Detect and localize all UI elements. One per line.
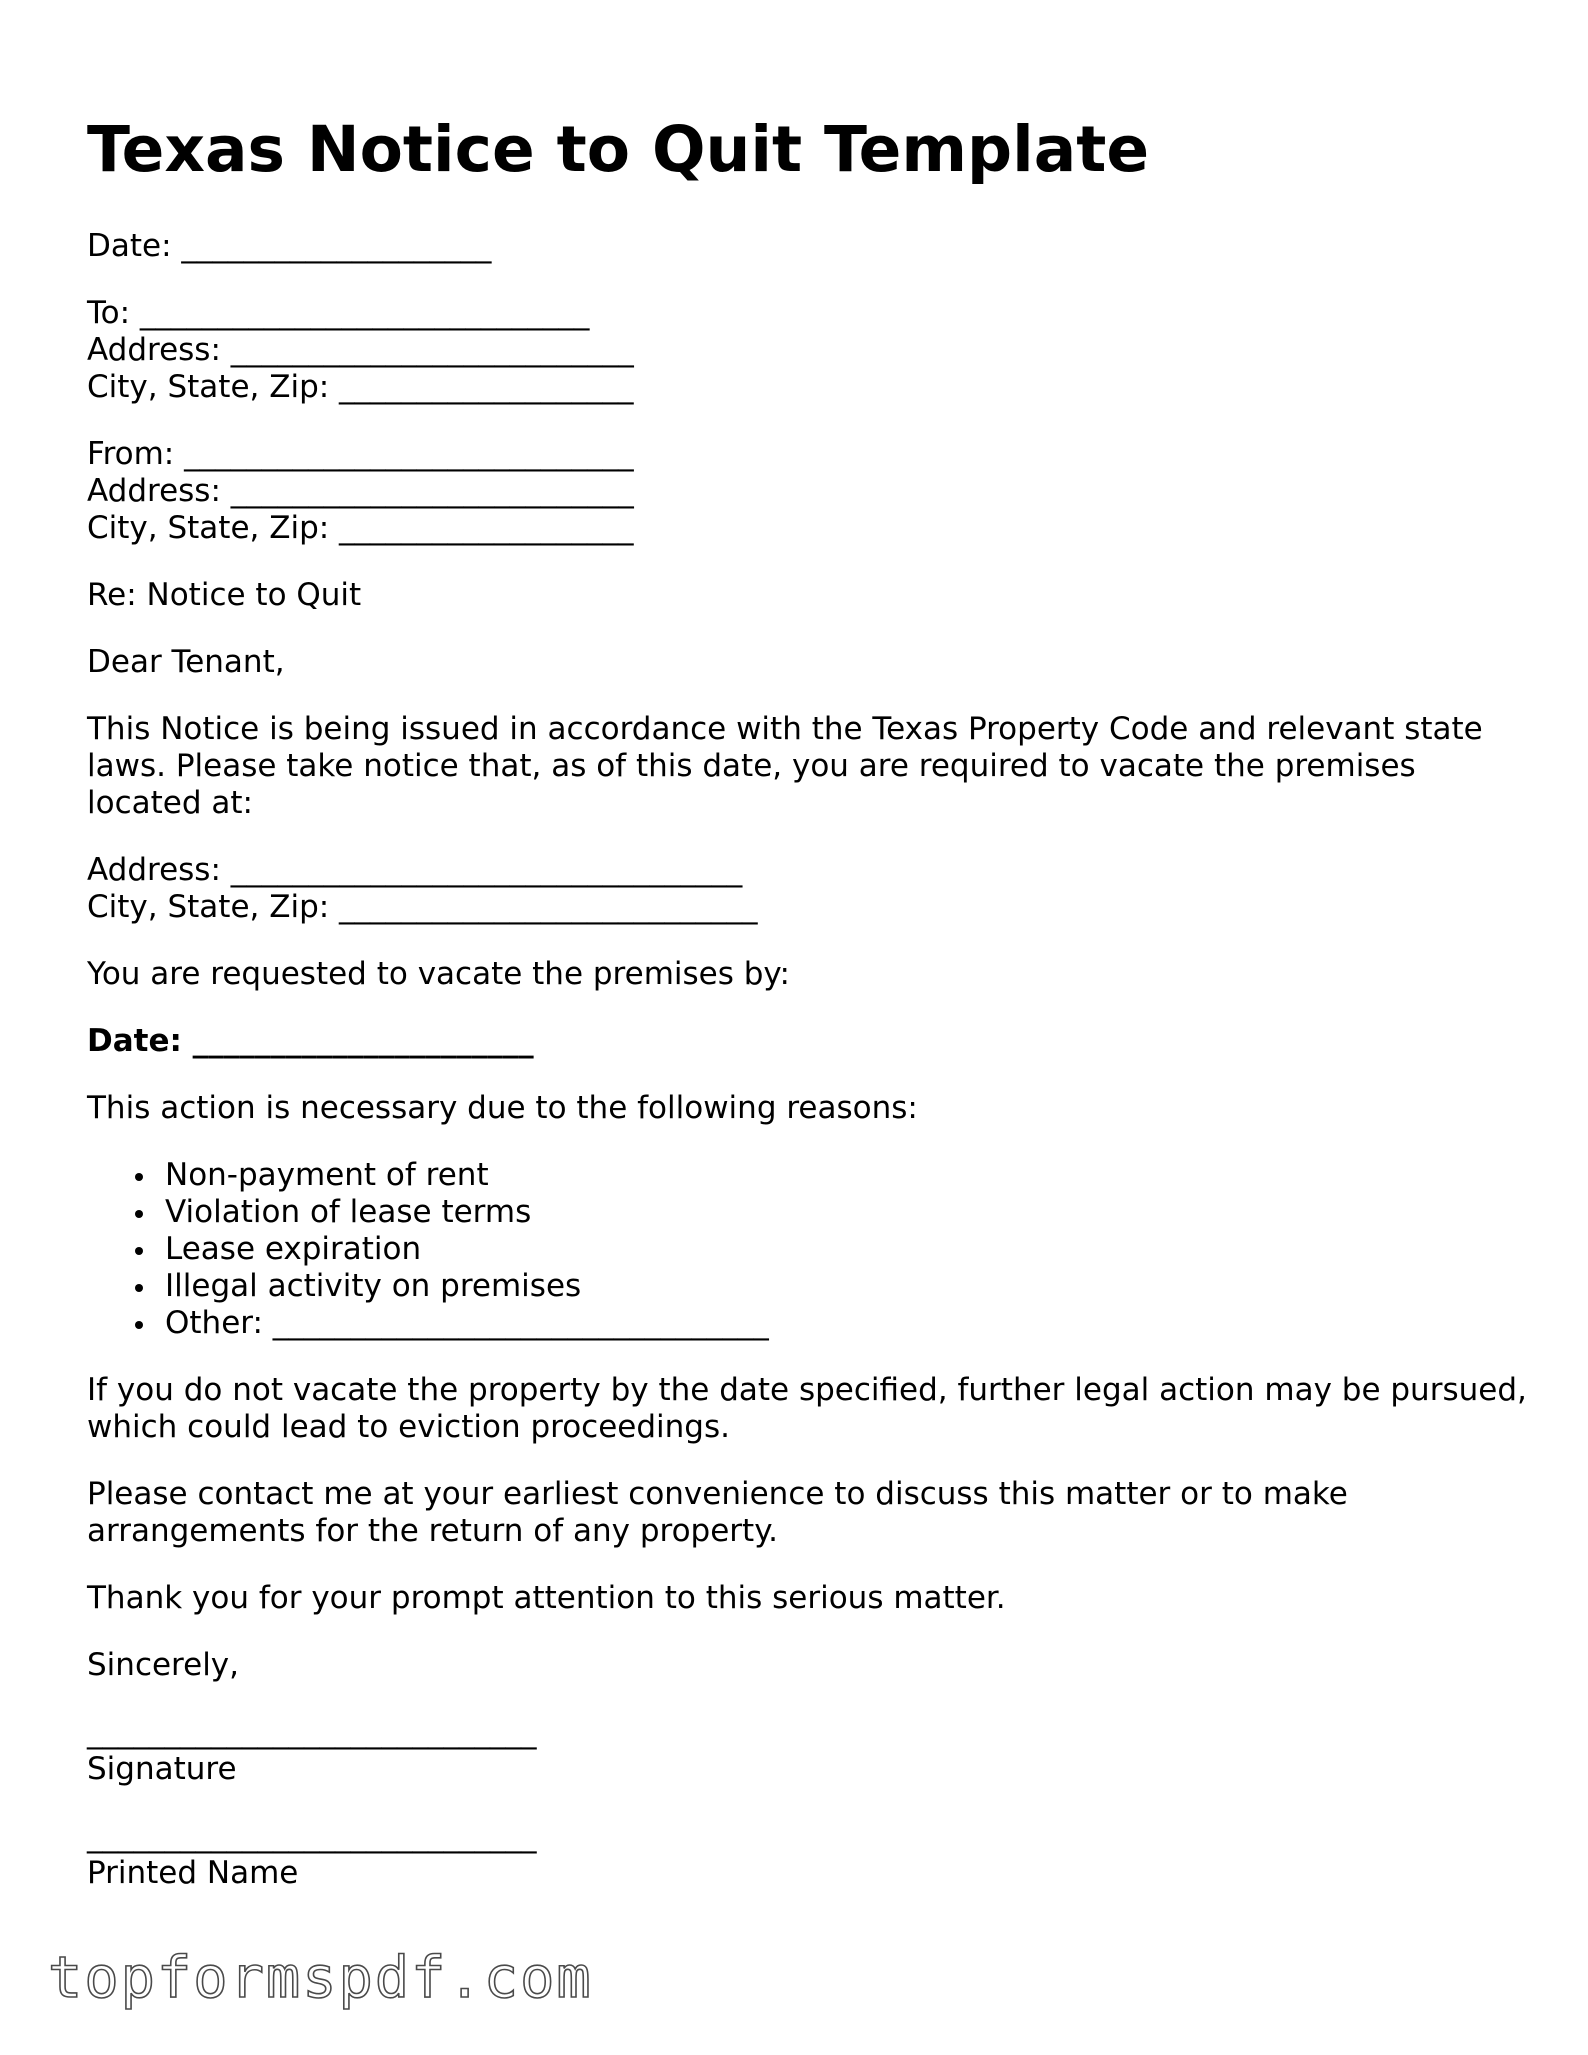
intro-paragraph: This Notice is being issued in accordance with the Texas Property Code and relevant state laws. Please take notice that, as of this date, you are required to vacate the premises located at: <box>87 711 1483 821</box>
thanks-block <box>87 1580 1006 1617</box>
signature-label: Signature <box>87 1751 237 1787</box>
salutation-block <box>87 644 285 681</box>
vacate-date-block <box>87 1023 534 1060</box>
premises-block <box>87 852 758 926</box>
sender-name-line: From: _____________________________ <box>87 436 634 472</box>
sender-address-line: Address: __________________________ <box>87 473 634 509</box>
contact-paragraph: Please contact me at your earliest convenience to discuss this matter or to make arrangements for the return of any property. <box>87 1476 1348 1549</box>
reason-item: Lease expiration <box>165 1231 769 1268</box>
date-line: Date: ____________________ <box>87 228 492 264</box>
premises-city-line: City, State, Zip: ___________________________ <box>87 889 758 925</box>
sender-city-line: City, State, Zip: ___________________ <box>87 510 634 546</box>
printed-name-block <box>87 1818 537 1892</box>
site-watermark: topformspdf.com <box>48 1945 593 2011</box>
vacate-request-block <box>87 956 790 993</box>
vacate-request: You are requested to vacate the premises by: <box>87 956 790 992</box>
subject-line <box>87 577 361 614</box>
closing: Sincerely, <box>87 1647 240 1683</box>
printed-name-label: Printed Name <box>87 1855 299 1891</box>
vacate-date-line: Date: ______________________ <box>87 1023 534 1059</box>
consequence-paragraph: If you do not vacate the property by the date specified, further legal action may be pursued, which could lead to eviction proceedings. <box>87 1372 1527 1445</box>
reason-item: Non-payment of rent <box>165 1157 769 1194</box>
reasons-intro-block <box>87 1090 918 1127</box>
closing-block <box>87 1647 239 1684</box>
sender-block <box>87 436 634 547</box>
recipient-city-line: City, State, Zip: ___________________ <box>87 369 634 405</box>
re-line: Re: Notice to Quit <box>87 577 362 613</box>
reason-item: Other: ________________________________ <box>165 1305 769 1341</box>
reasons-intro: This action is necessary due to the following reasons: <box>87 1090 918 1126</box>
recipient-address-line: Address: __________________________ <box>87 332 634 368</box>
date-field <box>87 228 491 265</box>
reason-item: Illegal activity on premises <box>165 1268 769 1305</box>
signature-rule: _____________________________ <box>87 1714 537 1750</box>
printed-name-rule: _____________________________ <box>87 1818 537 1854</box>
premises-address-line: Address: _________________________________ <box>87 852 743 888</box>
reasons-list <box>87 1157 769 1342</box>
salutation: Dear Tenant, <box>87 644 285 680</box>
recipient-block <box>87 295 634 406</box>
thanks-line: Thank you for your prompt attention to this serious matter. <box>87 1580 1006 1616</box>
reason-item: Violation of lease terms <box>165 1194 769 1231</box>
recipient-name-line: To: _____________________________ <box>87 295 590 331</box>
signature-block <box>87 1714 537 1788</box>
document-title: Texas Notice to Quit Template <box>87 113 1150 186</box>
